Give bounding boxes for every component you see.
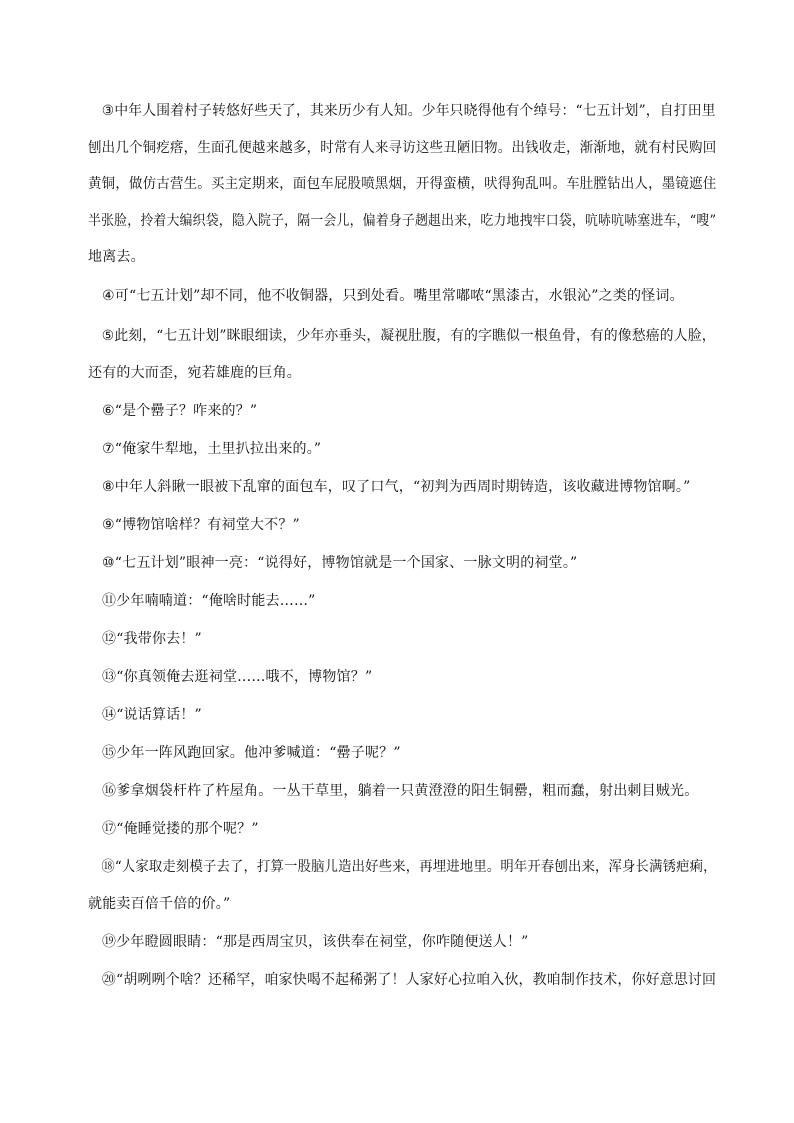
paragraph-line: ⑬“你真领俺去逛祠堂……哦不，博物馆？” <box>88 659 716 696</box>
paragraph-line: ⑯爹拿烟袋杆杵了杵屋角。一丛干草里，躺着一只黄澄澄的阳生铜罍，粗而蠢，射出刺目贼光。 <box>88 773 716 810</box>
paragraph-4 <box>88 278 716 315</box>
paragraph-line: 还有的大而歪，宛若雄鹿的巨角。 <box>88 364 301 381</box>
paragraph-line: ⑮少年一阵风跑回家。他冲爹喊道：“罍子呢？” <box>88 735 716 772</box>
paragraph-8 <box>88 469 716 506</box>
paragraph-number: ⑮ <box>102 745 117 761</box>
paragraph-line: ⑳“胡咧咧个啥？还稀罕，咱家快喝不起稀粥了！人家好心拉咱入伙，教咱制作技术，你好意思讨回 <box>88 962 712 999</box>
paragraph-number: ④ <box>102 288 115 304</box>
paragraph-number: ⑧ <box>102 479 115 495</box>
paragraph-number: ⑰ <box>102 821 117 837</box>
paragraph-17 <box>88 811 716 848</box>
paragraph-number: ⑤ <box>101 328 115 344</box>
paragraph-number: ⑥ <box>102 403 115 419</box>
paragraph-3 <box>88 93 716 276</box>
paragraph-10 <box>88 545 716 582</box>
paragraph-line: 刨出几个铜疙瘩，生面孔便越来越多，时常有人来寻访这些丑陋旧物。出钱收走，渐渐地，就有村民购回 <box>88 139 717 156</box>
paragraph-19 <box>88 924 716 961</box>
paragraph-20 <box>88 962 716 999</box>
paragraph-line: ④可“七五计划”却不同，他不收铜器，只到处看。嘴里常嘟哝“黑漆古，水银沁”之类的怪词。 <box>88 278 716 315</box>
paragraph-line: ⑪少年喃喃道：“俺啥时能去……” <box>88 583 716 620</box>
paragraph-number: ⑲ <box>102 934 117 950</box>
paragraph-line: ⑱“人家取走刻模子去了，打算一股脑儿造出好些来，再埋进地里。明年开春刨出来，浑身长满锈疤痢， <box>88 849 686 886</box>
paragraph-line: ⑭“说话算话！” <box>88 697 716 734</box>
paragraph-15 <box>88 735 716 772</box>
paragraph-13 <box>88 659 716 696</box>
paragraph-number: ⑦ <box>102 441 115 457</box>
paragraph-line: ⑩“七五计划”眼神一亮：“说得好，博物馆就是一个国家、一脉文明的祠堂。” <box>88 545 716 582</box>
paragraph-line: ⑤此刻，“七五计划”眯眼细读，少年亦垂头，凝视肚腹，有的字瞧似一根鱼骨，有的像愁癌的人脸， <box>88 318 706 355</box>
paragraph-line: 黄铜，做仿古营生。买主定期来，面包车屁股喷黑烟，开得蛮横，吠得狗乱叫。车肚膛钻出人，墨镜遮住 <box>88 176 717 192</box>
paragraph-11 <box>88 583 716 620</box>
paragraph-line: 就能卖百倍千倍的价。” <box>88 895 231 912</box>
paragraph-9 <box>88 507 716 544</box>
paragraph-7 <box>88 431 716 468</box>
paragraph-number: ⑪ <box>102 593 117 609</box>
paragraph-number: ⑬ <box>102 669 117 685</box>
paragraph-number: ③ <box>101 103 115 119</box>
paragraph-number: ⑫ <box>102 631 117 647</box>
paragraph-5 <box>88 318 716 391</box>
paragraph-number: ⑭ <box>102 707 117 723</box>
paragraph-line: 地离去。 <box>88 249 145 265</box>
paragraph-line: ⑨“博物馆啥样？有祠堂大不？” <box>88 507 716 544</box>
paragraph-number: ⑳ <box>101 972 117 988</box>
paragraph-line: ⑫“我带你去！” <box>88 621 716 658</box>
paragraph-6 <box>88 393 716 430</box>
paragraph-18 <box>88 849 716 922</box>
paragraph-line: ⑰“俺睡觉搂的那个呢？” <box>88 811 716 848</box>
paragraph-line: ⑧中年人斜瞅一眼被下乱窜的面包车，叹了口气，“初判为西周时期铸造，该收藏进博物馆啊。” <box>88 469 716 506</box>
paragraph-16 <box>88 773 716 810</box>
paragraph-number: ⑱ <box>101 859 115 875</box>
paragraph-line: ⑦“俺家牛犁地，土里扒拉出来的。” <box>88 431 716 468</box>
paragraph-number: ⑯ <box>102 783 117 799</box>
paragraph-12 <box>88 621 716 658</box>
paragraph-number: ⑨ <box>102 517 115 533</box>
paragraph-line: ③中年人围着村子转悠好些天了，其来历少有人知。少年只晓得他有个绰号：“七五计划”，自打田里 <box>88 93 706 130</box>
paragraph-14 <box>88 697 716 734</box>
paragraph-line: ⑲少年瞪圆眼睛：“那是西周宝贝，该供奉在祠堂，你咋随便送人！” <box>88 924 716 961</box>
paragraph-line: ⑥“是个罍子？咋来的？” <box>88 393 716 430</box>
paragraph-number: ⑩ <box>102 555 115 571</box>
paragraph-line: 半张脸，拎着大编织袋，隐入院子，隔一会儿，偏着身子趔趄出来，吃力地拽牢口袋，吭哧吭哧塞进车，“嗖” <box>88 212 717 229</box>
